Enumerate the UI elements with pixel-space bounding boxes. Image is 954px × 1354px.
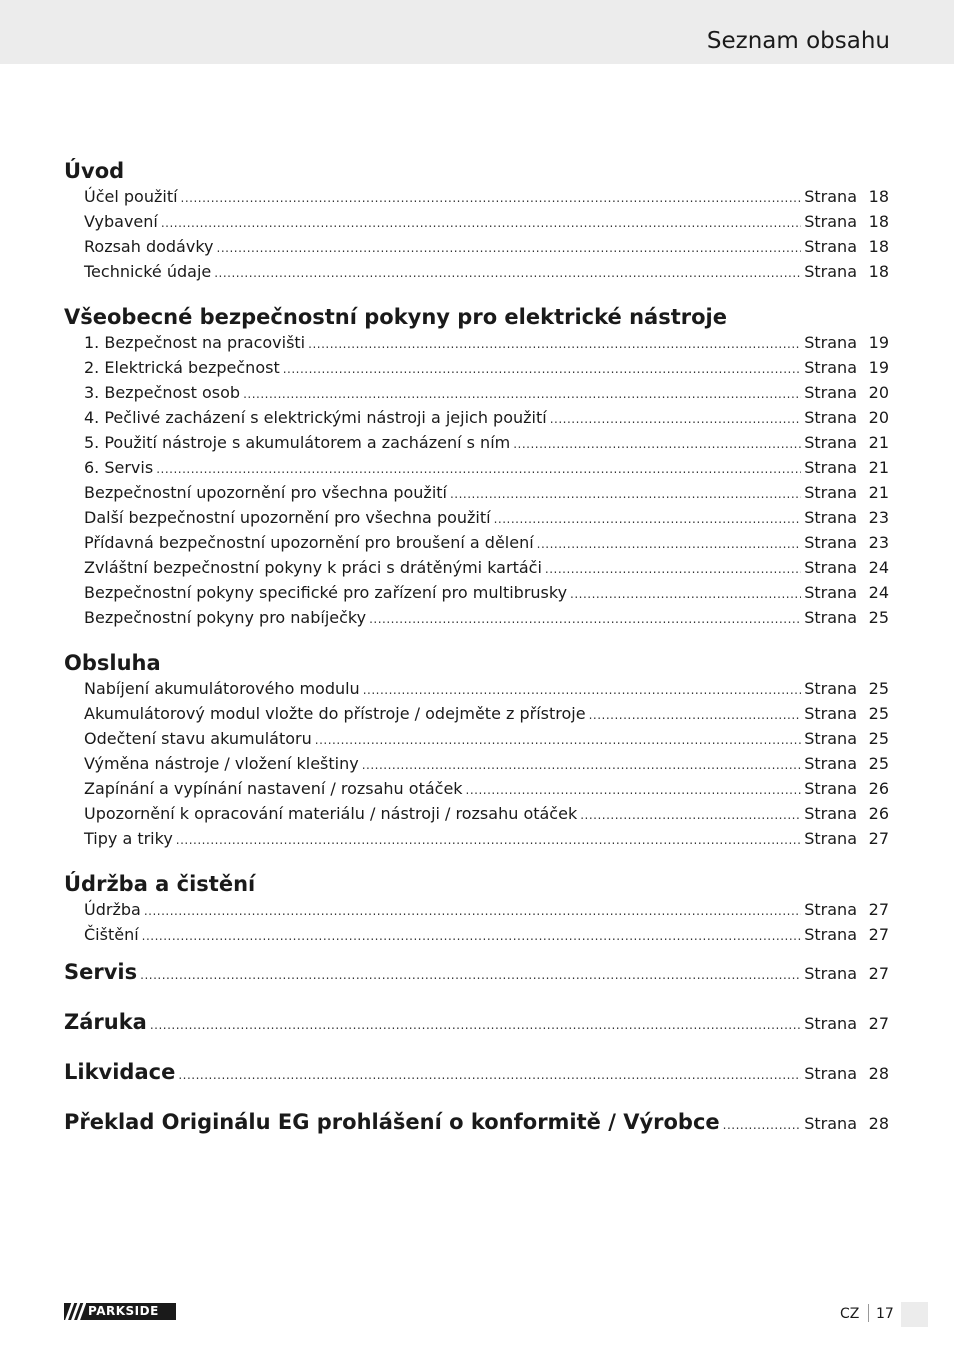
page-number: 25 bbox=[868, 679, 889, 698]
page-word: Strana bbox=[804, 333, 857, 352]
dot-leader bbox=[150, 1000, 801, 1050]
page-number: 20 bbox=[868, 383, 889, 402]
page-word: Strana bbox=[804, 729, 857, 748]
toc-main-entry[interactable] bbox=[64, 1047, 889, 1097]
page-word: Strana bbox=[804, 212, 857, 231]
dot-leader bbox=[217, 236, 802, 261]
entry-label: Zvláštní bezpečnostní pokyny k práci s drátěnými kartáči bbox=[84, 558, 542, 577]
dot-leader bbox=[580, 803, 801, 828]
toc-entry[interactable] bbox=[64, 701, 889, 726]
page-word: Strana bbox=[804, 608, 857, 627]
entry-label: Zapínání a vypínání nastavení / rozsahu otáček bbox=[84, 779, 463, 798]
page-number: 27 bbox=[868, 829, 889, 848]
page-number: 24 bbox=[868, 558, 889, 577]
entry-label: Bezpečnostní pokyny pro nabíječky bbox=[84, 608, 367, 627]
dot-leader bbox=[144, 899, 801, 924]
toc-entry[interactable] bbox=[64, 555, 889, 580]
entry-label: 1. Bezpečnost na pracovišti bbox=[84, 333, 306, 352]
section-title: Údržba a čistění bbox=[64, 872, 256, 896]
dot-leader bbox=[176, 828, 801, 853]
entry-label: Rozsah dodávky bbox=[84, 237, 214, 256]
toc-entry[interactable] bbox=[64, 530, 889, 555]
page-number: 23 bbox=[868, 508, 889, 527]
footer-divider bbox=[868, 1304, 869, 1322]
page-word: Strana bbox=[804, 458, 857, 477]
page-word: Strana bbox=[804, 262, 857, 281]
page-word: Strana bbox=[804, 804, 857, 823]
page-word: Strana bbox=[804, 583, 857, 602]
dot-leader bbox=[513, 432, 801, 457]
toc-entry[interactable] bbox=[64, 380, 889, 405]
page-number: 26 bbox=[868, 804, 889, 823]
footer-tab-marker bbox=[901, 1302, 928, 1327]
toc-entry[interactable] bbox=[64, 751, 889, 776]
page-word: Strana bbox=[804, 679, 857, 698]
page-number: 19 bbox=[868, 333, 889, 352]
dot-leader bbox=[363, 678, 802, 703]
toc-entry[interactable] bbox=[64, 922, 889, 947]
entry-label: Technické údaje bbox=[84, 262, 212, 281]
page-word: Strana bbox=[804, 1064, 857, 1083]
dot-leader bbox=[140, 950, 801, 1000]
entry-label: Upozornění k opracování materiálu / nástroji / rozsahu otáček bbox=[84, 804, 578, 823]
toc-section-bezpecnost bbox=[64, 304, 889, 630]
toc-entry[interactable] bbox=[64, 330, 889, 355]
toc-entry[interactable] bbox=[64, 209, 889, 234]
toc-entry[interactable] bbox=[64, 580, 889, 605]
dot-leader bbox=[369, 607, 801, 632]
toc-entry[interactable] bbox=[64, 897, 889, 922]
section-title: Všeobecné bezpečnostní pokyny pro elektrické nástroje bbox=[64, 305, 727, 329]
toc-section-uvod bbox=[64, 158, 889, 284]
dot-leader bbox=[161, 211, 801, 236]
entry-label: Účel použití bbox=[84, 187, 178, 206]
entry-label: Bezpečnostní pokyny specifické pro zařízení pro multibrusky bbox=[84, 583, 568, 602]
entry-label: Přídavná bezpečnostní upozornění pro broušení a dělení bbox=[84, 533, 534, 552]
page-number-footer: 17 bbox=[876, 1306, 894, 1322]
page-word: Strana bbox=[804, 558, 857, 577]
entry-label: 5. Použití nástroje s akumulátorem a zacházení s ním bbox=[84, 433, 511, 452]
entry-label: Další bezpečnostní upozornění pro všechna použití bbox=[84, 508, 491, 527]
dot-leader bbox=[494, 507, 802, 532]
toc-entry[interactable] bbox=[64, 480, 889, 505]
dot-leader bbox=[283, 357, 802, 382]
logo-slashes-icon bbox=[64, 1303, 86, 1320]
dot-leader bbox=[315, 728, 801, 753]
toc-entry[interactable] bbox=[64, 355, 889, 380]
page-number: 18 bbox=[868, 237, 889, 256]
language-code: CZ bbox=[840, 1306, 860, 1322]
toc-entry[interactable] bbox=[64, 455, 889, 480]
entry-label: Čištění bbox=[84, 925, 139, 944]
page-number: 25 bbox=[868, 729, 889, 748]
toc-entry[interactable] bbox=[64, 505, 889, 530]
toc-entry[interactable] bbox=[64, 676, 889, 701]
page-word: Strana bbox=[804, 508, 857, 527]
entry-label: Záruka bbox=[64, 1010, 147, 1034]
page-word: Strana bbox=[804, 408, 857, 427]
page-word: Strana bbox=[804, 779, 857, 798]
entry-label: Nabíjení akumulátorového modulu bbox=[84, 679, 360, 698]
logo-text: PARKSIDE bbox=[86, 1303, 176, 1320]
dot-leader bbox=[450, 482, 801, 507]
toc-entry[interactable] bbox=[64, 776, 889, 801]
entry-label: Tipy a triky bbox=[84, 829, 173, 848]
page-number: 27 bbox=[868, 925, 889, 944]
dot-leader bbox=[156, 457, 801, 482]
entry-label: Údržba bbox=[84, 900, 141, 919]
page-word: Strana bbox=[804, 383, 857, 402]
page-number: 27 bbox=[868, 964, 889, 983]
page-word: Strana bbox=[804, 900, 857, 919]
page-number: 18 bbox=[868, 262, 889, 281]
dot-leader bbox=[178, 1050, 801, 1100]
section-title: Úvod bbox=[64, 159, 125, 183]
page-word: Strana bbox=[804, 237, 857, 256]
page-number: 27 bbox=[868, 900, 889, 919]
entry-label: Odečtení stavu akumulátoru bbox=[84, 729, 312, 748]
toc-main-entry[interactable] bbox=[64, 1097, 889, 1147]
dot-leader bbox=[537, 532, 802, 557]
entry-label: Servis bbox=[64, 960, 138, 984]
table-of-contents bbox=[64, 158, 889, 1147]
entry-label: Překlad Originálu EG prohlášení o konformitě / Výrobce bbox=[64, 1110, 720, 1134]
toc-entry[interactable] bbox=[64, 405, 889, 430]
toc-section-udrzba bbox=[64, 871, 889, 947]
toc-entry[interactable] bbox=[64, 184, 889, 209]
page-number: 25 bbox=[868, 704, 889, 723]
dot-leader bbox=[181, 186, 802, 211]
dot-leader bbox=[550, 407, 802, 432]
page-word: Strana bbox=[804, 704, 857, 723]
entry-label: Likvidace bbox=[64, 1060, 176, 1084]
page-number: 19 bbox=[868, 358, 889, 377]
page-number: 24 bbox=[868, 583, 889, 602]
toc-main-entry[interactable] bbox=[64, 997, 889, 1047]
dot-leader bbox=[362, 753, 802, 778]
page-number: 21 bbox=[868, 458, 889, 477]
page-word: Strana bbox=[804, 829, 857, 848]
page-title: Seznam obsahu bbox=[706, 28, 890, 54]
page-word: Strana bbox=[804, 925, 857, 944]
toc-main-entry[interactable] bbox=[64, 947, 889, 997]
toc-entry[interactable] bbox=[64, 826, 889, 851]
page-word: Strana bbox=[804, 433, 857, 452]
page-number: 23 bbox=[868, 533, 889, 552]
dot-leader bbox=[723, 1100, 802, 1150]
entry-label: 2. Elektrická bezpečnost bbox=[84, 358, 280, 377]
page-number: 25 bbox=[868, 754, 889, 773]
entry-label: 4. Pečlivé zacházení s elektrickými nástroji a jejich použití bbox=[84, 408, 547, 427]
toc-entry[interactable] bbox=[64, 801, 889, 826]
page-word: Strana bbox=[804, 1014, 857, 1033]
toc-entry[interactable] bbox=[64, 605, 889, 630]
toc-entry[interactable] bbox=[64, 430, 889, 455]
page-word: Strana bbox=[804, 754, 857, 773]
page-number: 27 bbox=[868, 1014, 889, 1033]
page-number: 28 bbox=[868, 1064, 889, 1083]
entry-label: Vybavení bbox=[84, 212, 158, 231]
dot-leader bbox=[214, 261, 801, 286]
dot-leader bbox=[589, 703, 802, 728]
toc-entry[interactable] bbox=[64, 259, 889, 284]
entry-label: Výměna nástroje / vložení kleštiny bbox=[84, 754, 359, 773]
entry-label: Akumulátorový modul vložte do přístroje / odejměte z přístroje bbox=[84, 704, 586, 723]
entry-label: Bezpečnostní upozornění pro všechna použití bbox=[84, 483, 447, 502]
page-number: 20 bbox=[868, 408, 889, 427]
toc-entry[interactable] bbox=[64, 726, 889, 751]
dot-leader bbox=[570, 582, 801, 607]
page-number: 21 bbox=[868, 433, 889, 452]
dot-leader bbox=[243, 382, 801, 407]
page-word: Strana bbox=[804, 533, 857, 552]
page-number: 18 bbox=[868, 187, 889, 206]
toc-section-obsluha bbox=[64, 650, 889, 851]
page-word: Strana bbox=[804, 483, 857, 502]
page-number: 21 bbox=[868, 483, 889, 502]
page-word: Strana bbox=[804, 964, 857, 983]
dot-leader bbox=[308, 332, 801, 357]
section-title: Obsluha bbox=[64, 651, 161, 675]
entry-label: 6. Servis bbox=[84, 458, 154, 477]
page-word: Strana bbox=[804, 187, 857, 206]
toc-entry[interactable] bbox=[64, 234, 889, 259]
parkside-logo bbox=[64, 1303, 176, 1320]
page-number: 26 bbox=[868, 779, 889, 798]
dot-leader bbox=[545, 557, 801, 582]
page-number: 28 bbox=[868, 1114, 889, 1133]
page-number: 18 bbox=[868, 212, 889, 231]
entry-label: 3. Bezpečnost osob bbox=[84, 383, 241, 402]
page-word: Strana bbox=[804, 1114, 857, 1133]
page-number: 25 bbox=[868, 608, 889, 627]
dot-leader bbox=[142, 924, 802, 949]
page-word: Strana bbox=[804, 358, 857, 377]
dot-leader bbox=[466, 778, 802, 803]
